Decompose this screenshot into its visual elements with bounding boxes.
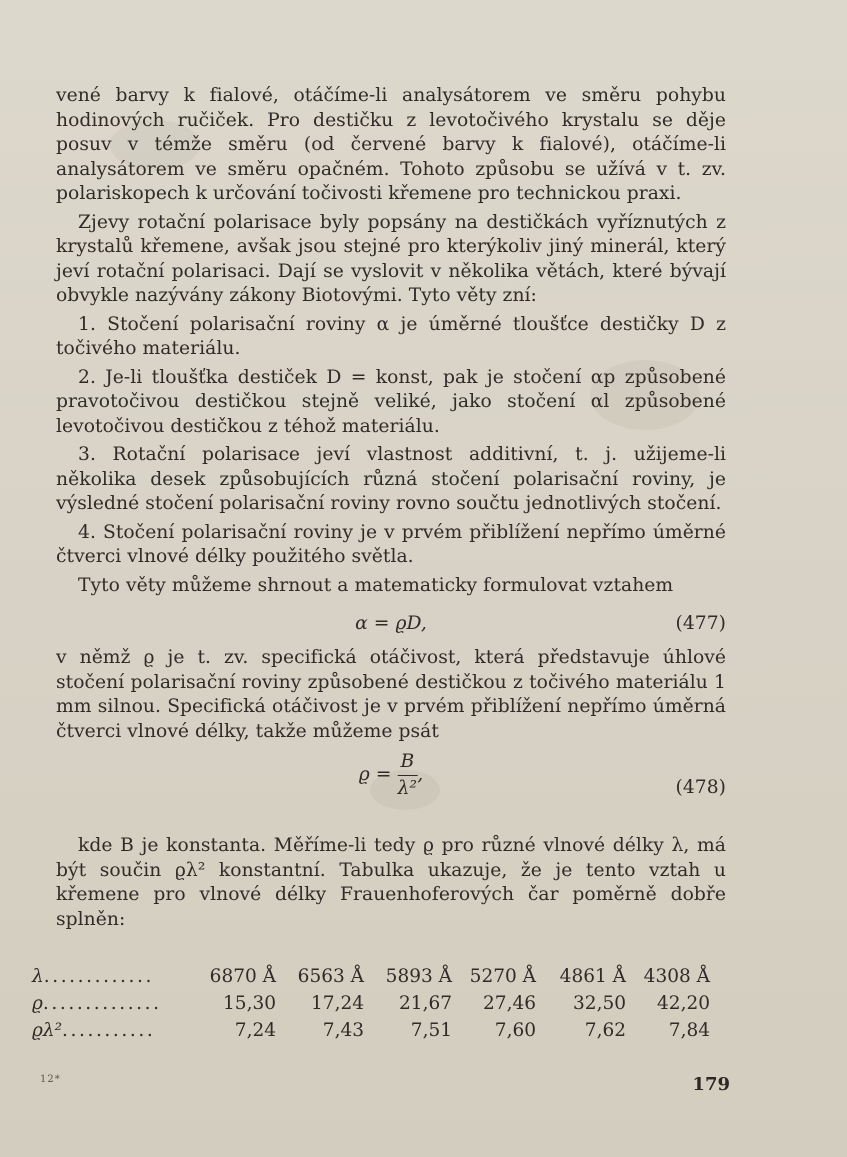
main-text-block [56,84,726,936]
table-label-symbol: λ [32,966,44,987]
equation-478-suffix: , [417,764,424,786]
paragraph-2: Zjevy rotační polarisace byly popsány na destičkách vyříznutých z krystalů křemene, avšak jsou stejné pro kterýkoliv jiný minerál, který jeví rotační polarisaci. Dají se vyslovit v několika větách, které bývají obvykle nazývány zákony Biotovými. Tyto věty zní: [56,211,726,306]
table-cell: 7,62 [584,1020,626,1041]
equation-477-expression: α = ϱD, [355,613,427,634]
table-cell: 7,43 [322,1020,364,1041]
equation-478-expression [359,750,424,801]
page-number: 179 [692,1074,730,1095]
equation-478-number: (478) [675,777,726,798]
table-cell: 5893 Å [385,966,452,987]
table-row [20,1017,730,1044]
table-cell: 7,51 [410,1020,452,1041]
formula-intro: Tyto věty můžeme shrnout a matematicky formulovat vztahem [78,574,674,596]
equation-478-lhs: ϱ = [358,764,392,786]
table-cell: 15,30 [223,993,276,1014]
table-cell: 7,24 [234,1020,276,1041]
law-item-1: 1. Stočení polarisační roviny α je úměrné tloušťce destičky D z točivého materiálu. [56,313,726,359]
table-row [20,990,730,1017]
table-cell: 7,60 [494,1020,536,1041]
table-label-symbol: ϱ [32,993,43,1014]
leader-dots: ............. [43,966,154,987]
table-cell: 4861 Å [559,966,626,987]
table-row-label [20,966,196,987]
table-cell: 27,46 [483,993,536,1014]
table-cell: 21,67 [399,993,452,1014]
equation-478-numerator: B [397,750,417,776]
leader-dots: ........... [62,1020,156,1041]
signature-mark: 12* [40,1074,61,1085]
equation-477 [56,602,726,642]
paragraph-after-478: kde B je konstanta. Měříme-li tedy ϱ pro různé vlnové délky λ, má být součin ϱλ² konstantní. Tabulka ukazuje, že je tento vztah u křemene pro vlnové délky Frauenhoferových čar poměrně dobře splněn: [56,835,726,930]
equation-478 [56,750,726,830]
table-row-label [20,993,196,1014]
table-cell: 17,24 [311,993,364,1014]
law-item-2: 2. Je-li tloušťka destiček D = konst, pak je stočení αp způsobené pravotočivou destičkou stejně veliké, jako stočení αl způsobené levotočivou destičkou z téhož materiálu. [56,366,726,437]
table-cell: 7,84 [668,1020,710,1041]
equation-477-number: (477) [675,613,726,634]
table-cell: 6870 Å [209,966,276,987]
table-cell: 32,50 [573,993,626,1014]
equation-478-denominator: λ² [397,778,418,799]
law-item-4: 4. Stočení polarisační roviny je v prvém přiblížení nepřímo úměrné čtverci vlnové délky použitého světla. [56,521,726,567]
equation-478-fraction [397,750,417,801]
table-row [20,963,730,990]
table-row-label [20,1020,196,1041]
table-cell: 42,20 [657,993,710,1014]
table-cell: 5270 Å [469,966,536,987]
paragraph-1: vené barvy k fialové, otáčíme-li analysátorem ve směru pohybu hodinových ručiček. Pro destičku z levotočivého krystalu se děje posuv v témže směru (od červené barvy k fialové), otáčíme-li analysátorem ve směru opačném. Tohoto způsobu se užívá v t. zv. polariskopech k určování točivosti křemene pro technickou praxi. [56,85,726,204]
table-label-symbol: ϱλ² [32,1020,63,1041]
table-cell: 4308 Å [643,966,710,987]
leader-dots: .............. [42,993,162,1014]
law-item-3: 3. Rotační polarisace jeví vlastnost additivní, t. j. užijeme-li několika desek způsobujících různá stočení polarisační roviny, je výsledné stočení polarisační roviny rovno součtu jednotlivých stočení. [56,444,726,514]
paragraph-after-477: v němž ϱ je t. zv. specifická otáčivost, která představuje úhlové stočení polarisační roviny způsobené destičkou z točivého materiálu 1 mm silnou. Specifická otáčivost je v prvém přiblížení nepřímo úměrná čtverci vlnové délky, takže můžeme psát [56,647,726,742]
table-cell: 6563 Å [297,966,364,987]
measurements-table [20,963,730,1044]
